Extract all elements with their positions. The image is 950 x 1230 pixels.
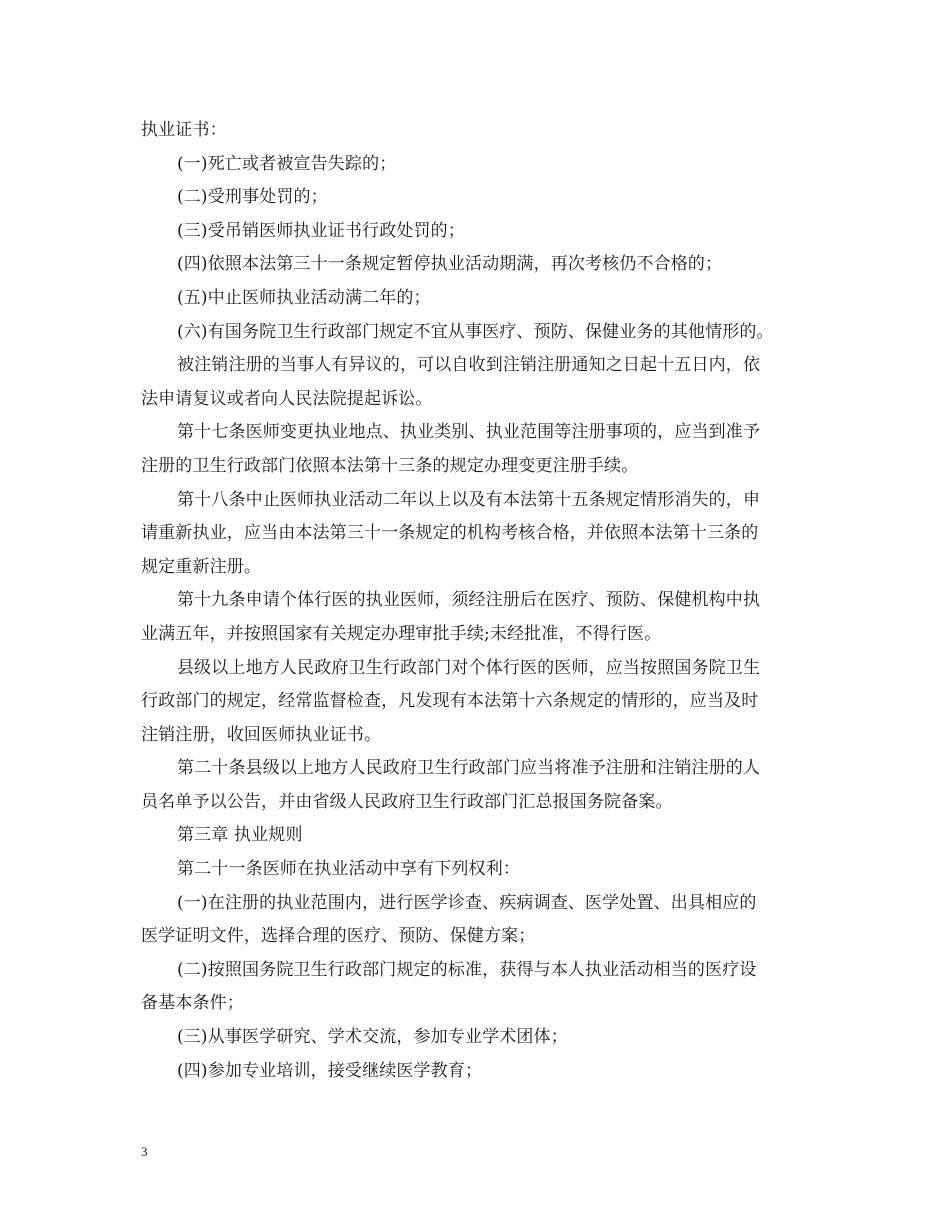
text-line: 请重新执业，应当由本法第三十一条规定的机构考核合格，并依照本法第十三条的 (141, 523, 759, 544)
text-line: (一)死亡或者被宣告失踪的； (177, 153, 397, 174)
text-line: 业满五年，并按照国家有关规定办理审批手续;未经批准，不得行医。 (141, 623, 662, 644)
text-line: 第十九条申请个体行医的执业医师，须经注册后在医疗、预防、保健机构中执 (177, 590, 761, 611)
text-line: (四)依照本法第三十一条规定暂停执业活动期满，再次考核仍不合格的； (177, 254, 723, 275)
text-line: 被注销注册的当事人有异议的，可以自收到注销注册通知之日起十五日内，依 (177, 355, 761, 376)
text-line: (一)在注册的执业范围内，进行医学诊查、疾病调查、医学处置、出具相应的 (177, 892, 757, 913)
text-line: 第十七条医师变更执业地点、执业类别、执业范围等注册事项的，应当到准予 (177, 422, 761, 443)
text-line: 第二十条县级以上地方人民政府卫生行政部门应当将准予注册和注销注册的人 (177, 758, 761, 779)
document-body (141, 114, 809, 1088)
text-line: 注册的卫生行政部门依照本法第十三条的规定办理变更注册手续。 (141, 455, 639, 476)
text-line: (三)从事医学研究、学术交流，参加专业学术团体； (177, 1027, 568, 1048)
text-line: (三)受吊销医师执业证书行政处罚的； (177, 220, 465, 241)
text-line: 第十八条中止医师执业活动二年以上以及有本法第十五条规定情形消失的，申 (177, 489, 761, 510)
text-line: 员名单予以公告，并由省级人民政府卫生行政部门汇总报国务院备案。 (141, 791, 673, 812)
text-line: 法申请复议或者向人民法院提起诉讼。 (141, 388, 433, 409)
text-line: 县级以上地方人民政府卫生行政部门对个体行医的医师，应当按照国务院卫生 (177, 657, 761, 678)
text-line: 第二十一条医师在执业活动中享有下列权利： (177, 859, 520, 880)
text-line: 医学证明文件，选择合理的医疗、预防、保健方案； (141, 926, 536, 947)
text-line: (二)按照国务院卫生行政部门规定的标准，获得与本人执业活动相当的医疗设 (177, 959, 757, 980)
text-line: (四)参加专业培训，接受继续医学教育； (177, 1060, 483, 1081)
text-line: 执业证书： (141, 120, 227, 140)
page-number: 3 (141, 1144, 148, 1159)
text-line: (二)受刑事处罚的； (177, 187, 328, 208)
text-line: 第三章 执业规则 (177, 825, 303, 846)
text-line: 备基本条件； (141, 993, 244, 1014)
text-line: 注销注册，收回医师执业证书。 (141, 724, 382, 745)
text-line: 行政部门的规定，经常监督检查，凡发现有本法第十六条规定的情形的，应当及时 (141, 691, 759, 712)
text-line: (六)有国务院卫生行政部门规定不宜从事医疗、预防、保健业务的其他情形的。 (177, 321, 774, 342)
text-line: (五)中止医师执业活动满二年的； (177, 287, 431, 308)
text-line: 规定重新注册。 (141, 556, 262, 577)
